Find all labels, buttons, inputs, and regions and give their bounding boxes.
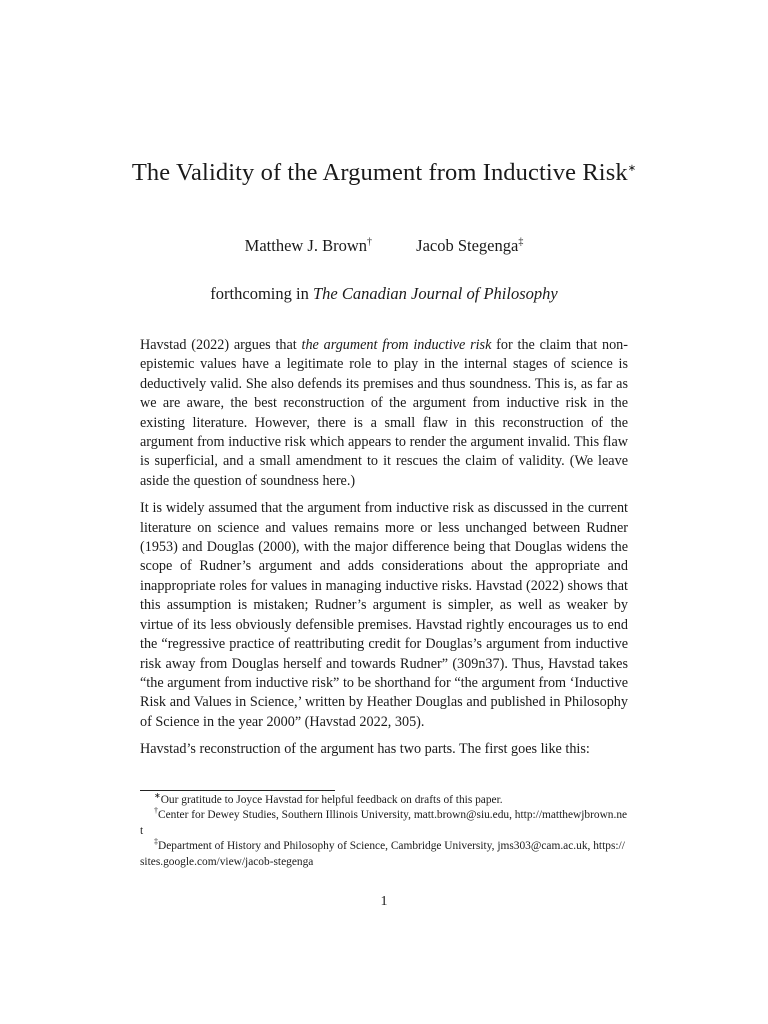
author-footnote-mark: † <box>367 236 373 248</box>
venue-prefix: forthcoming in <box>210 284 309 303</box>
paragraph-3: Havstad’s reconstruction of the argument has two parts. The first goes like this: <box>140 741 590 758</box>
footnote-item <box>140 793 628 808</box>
author-footnote-mark: ‡ <box>518 236 524 248</box>
footnote-mark: ∗ <box>154 791 161 801</box>
body-text <box>140 336 628 768</box>
author-brown <box>245 236 372 256</box>
publication-venue <box>0 284 768 304</box>
emphasized-term: the argument from inductive risk <box>301 337 492 353</box>
paragraph-text: for the claim that non-epistemic values have a legitimate role to play in the internal stages of science is deductively valid. She also defends its premises and thus soundness. This is, as far as we are aware, the best reconstruction of the argument from inductive risk in the existing literature. However, there is a small flaw in this reconstruction of the argument from inductive risk which appears to render the argument invalid. This flaw is superficial, and a small amendment to it rescues the claim of validity. (We leave aside the question of soundness here.) <box>140 337 628 489</box>
footnote-mark: † <box>154 806 158 816</box>
paragraph-2: It is widely assumed that the argument from inductive risk as discussed in the current literature on science and values remains more or less unchanged between Rudner (1953) and Douglas (2000), with the major difference being that Douglas widens the scope of Rudner’s argument and adds considerations about the appropriate and inappropriate roles for values in managing inductive risks. Havstad (2022) shows that this assumption is mistaken; Rudner’s argument is simpler, as well as weaker by virtue of its less obviously defensible premises. Havstad rightly encourages us to end the “regressive practice of reattributing credit for Douglas’s argument from inductive risk away from Douglas herself and towards Rudner” (309n37). Thus, Havstad takes “the argument from inductive risk” to be shorthand for “the argument from ‘Inductive Risk and Values in Science,’ written by Heather Douglas and published in Philosophy of Science in the year 2000” (Havstad 2022, 305). <box>140 500 628 730</box>
footnote-item <box>140 808 628 839</box>
author-name: Jacob Stegenga <box>416 236 519 255</box>
footnote-item <box>140 839 628 870</box>
title-text: The Validity of the Argument from Inductive Risk <box>131 159 628 187</box>
author-list <box>0 236 768 256</box>
footnotes <box>140 793 628 870</box>
paper-title <box>120 158 648 188</box>
footnote-mark: ‡ <box>154 837 158 847</box>
title-footnote-mark: ∗ <box>627 163 637 175</box>
author-stegenga <box>416 236 523 256</box>
paragraph-1 <box>140 336 628 491</box>
author-name: Matthew J. Brown <box>244 236 368 255</box>
page-number: 1 <box>380 894 388 909</box>
footnote-text: Our gratitude to Joyce Havstad for helpful feedback on drafts of this paper. <box>160 794 503 806</box>
footnote-text: Center for Dewey Studies, Southern Illinois University, matt.brown@siu.edu, http://matthewjbrown.net <box>140 809 628 837</box>
footnote-text: Department of History and Philosophy of Science, Cambridge University, jms303@cam.ac.uk, https://sites.google.com/view/jacob-stegenga <box>140 840 625 868</box>
paragraph-text: Havstad (2022) argues that <box>140 337 302 353</box>
footnote-rule <box>140 790 335 791</box>
journal-name: The Canadian Journal of Philosophy <box>312 284 558 303</box>
